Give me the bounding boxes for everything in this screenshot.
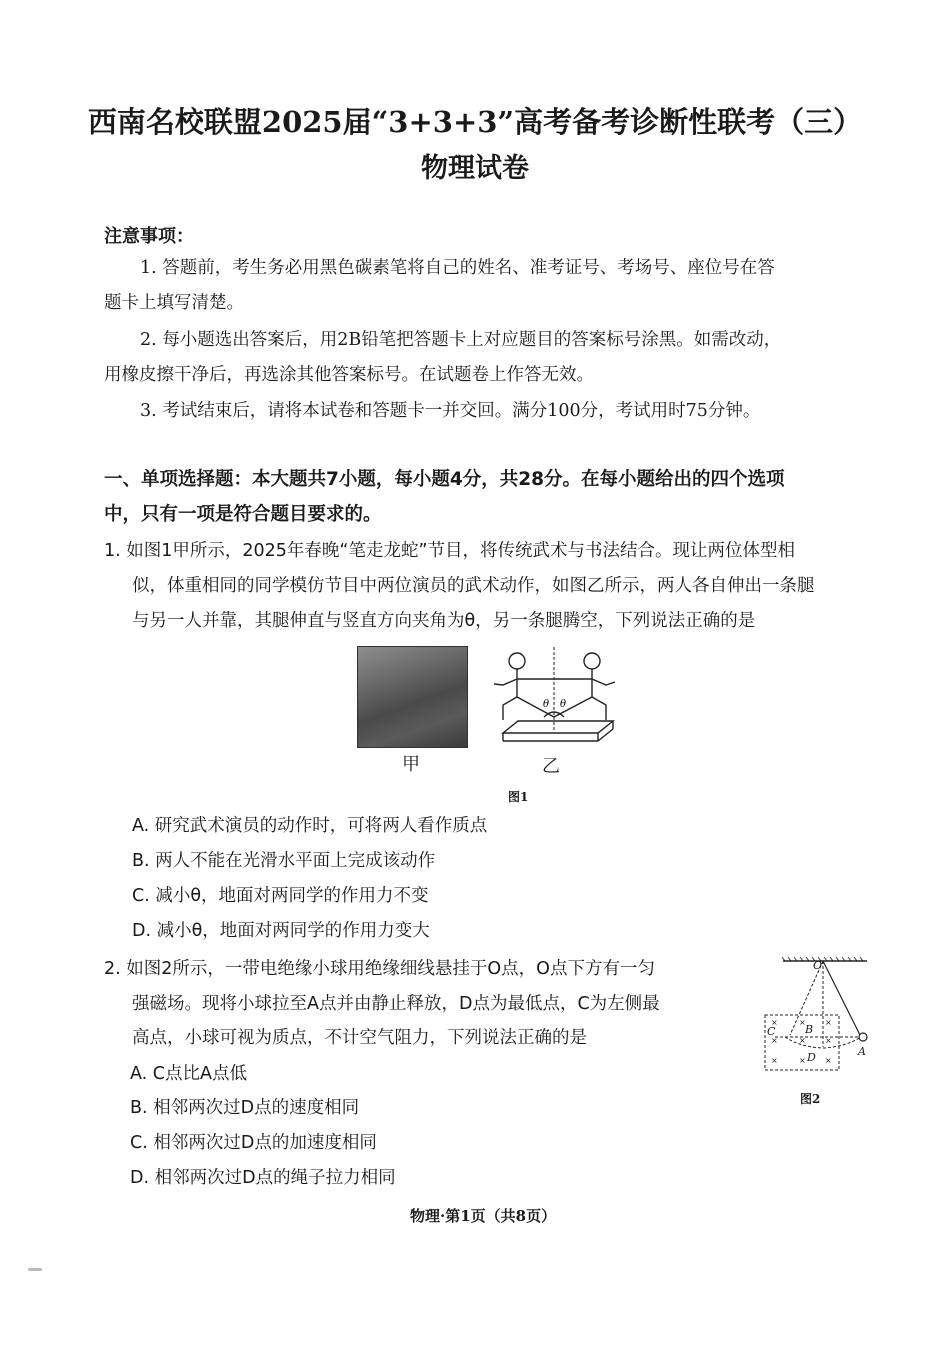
notice-item-3-line1: 3. 考试结束后，请将本试卷和答题卡一并交回。满分100分，考试用时75分钟。 bbox=[140, 401, 761, 421]
svg-text:θ: θ bbox=[543, 699, 550, 710]
q2-stem-line2: 强磁场。现将小球拉至A点并由静止释放，D点为最低点，C为左侧最 bbox=[132, 994, 660, 1014]
q2-stem-line3: 高点，小球可视为质点，不计空气阻力，下列说法正确的是 bbox=[132, 1028, 587, 1048]
svg-text:B: B bbox=[805, 1023, 814, 1036]
notice-item-1-line1: 1. 答题前，考生务必用黑色碳素笔将自己的姓名、准考证号、考场号、座位号在答 bbox=[140, 258, 775, 278]
figure2-caption: 图2 bbox=[800, 1092, 821, 1106]
q2-option-c: C. 相邻两次过D点的加速度相同 bbox=[130, 1133, 377, 1153]
figure2-pendulum-magnetic-field bbox=[755, 955, 885, 1075]
notice-item-2-line1: 2. 每小题选出答案后，用2B铅笔把答题卡上对应题目的答案标号涂黑。如需改动， bbox=[140, 330, 782, 350]
svg-text:×: × bbox=[825, 1018, 832, 1027]
svg-text:×: × bbox=[825, 1036, 832, 1045]
svg-text:O: O bbox=[813, 959, 823, 972]
svg-text:θ: θ bbox=[560, 699, 567, 710]
exam-title: 西南名校联盟2025届“3+3+3”高考备考诊断性联考（三） bbox=[87, 105, 863, 139]
q2-option-b: B. 相邻两次过D点的速度相同 bbox=[130, 1098, 360, 1118]
q1-stem-line3: 与另一人并靠，其腿伸直与竖直方向夹角为θ，另一条腿腾空，下列说法正确的是 bbox=[132, 611, 756, 631]
svg-text:×: × bbox=[825, 1056, 832, 1065]
q2-stem-line1: 2. 如图2所示，一带电绝缘小球用绝缘细线悬挂于O点，O点下方有一匀 bbox=[104, 959, 655, 979]
svg-text:D: D bbox=[807, 1051, 816, 1064]
svg-text:×: × bbox=[799, 1056, 806, 1065]
q1-stem-line1: 1. 如图1甲所示，2025年春晚“笔走龙蛇”节目，将传统武术与书法结合。现让两位体型相 bbox=[104, 541, 796, 561]
notice-item-1-line2: 题卡上填写清楚。 bbox=[104, 293, 244, 313]
q1-option-b: B. 两人不能在光滑水平面上完成该动作 bbox=[132, 851, 436, 871]
figure1-photo-performers bbox=[357, 646, 468, 748]
page-footer: 物理·第1页（共8页） bbox=[410, 1207, 557, 1225]
notice-item-2-line2: 用橡皮擦干净后，再选涂其他答案标号。在试题卷上作答无效。 bbox=[104, 365, 594, 385]
scan-smudge bbox=[28, 1268, 42, 1271]
svg-text:×: × bbox=[799, 1036, 806, 1045]
svg-text:×: × bbox=[771, 1036, 778, 1045]
figure1-label-jia: 甲 bbox=[402, 754, 420, 775]
svg-text:A: A bbox=[858, 1045, 866, 1058]
svg-text:×: × bbox=[771, 1018, 778, 1027]
section-heading-line2: 中，只有一项是符合题目要求的。 bbox=[104, 504, 382, 525]
svg-text:×: × bbox=[771, 1056, 778, 1065]
svg-text:×: × bbox=[799, 1018, 806, 1027]
q1-stem-line2: 似，体重相同的同学模仿节目中两位演员的武术动作，如图乙所示，两人各自伸出一条腿 bbox=[132, 576, 815, 596]
exam-subtitle: 物理试卷 bbox=[421, 153, 529, 184]
q2-option-a: A. C点比A点低 bbox=[130, 1064, 247, 1084]
figure1-label-yi: 乙 bbox=[542, 756, 560, 777]
q1-option-a: A. 研究武术演员的动作时，可将两人看作质点 bbox=[132, 816, 488, 836]
svg-text:C: C bbox=[767, 1025, 776, 1038]
q1-option-c: C. 减小θ，地面对两同学的作用力不变 bbox=[132, 886, 429, 906]
notice-heading: 注意事项： bbox=[104, 226, 194, 247]
q1-option-d: D. 减小θ，地面对两同学的作用力变大 bbox=[132, 921, 430, 941]
section-heading-line1: 一、单项选择题：本大题共7小题，每小题4分，共28分。在每小题给出的四个选项 bbox=[104, 469, 785, 490]
figure1-diagram-stick-figures bbox=[488, 645, 623, 745]
figure1-caption: 图1 bbox=[508, 790, 529, 804]
q2-option-d: D. 相邻两次过D点的绳子拉力相同 bbox=[130, 1168, 396, 1188]
